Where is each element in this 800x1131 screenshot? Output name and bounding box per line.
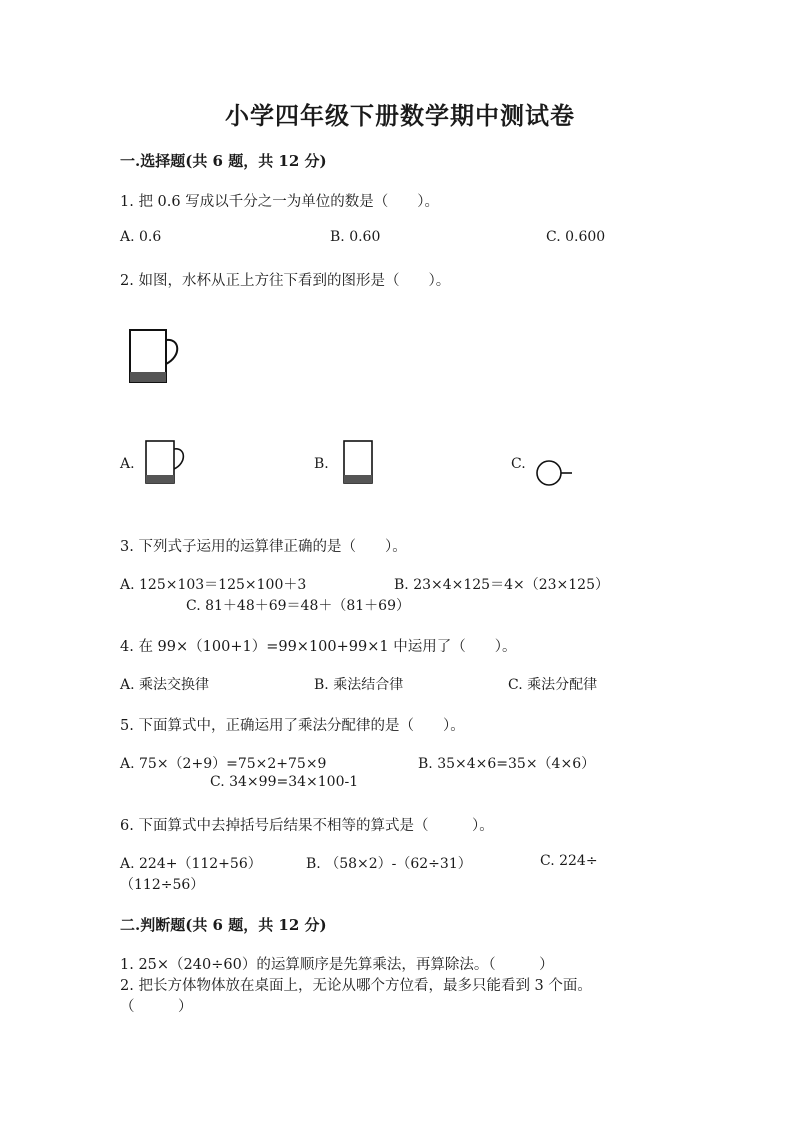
circle-with-handle-icon [534,458,574,488]
section-heading-choice: 一.选择题(共 6 题，共 12 分) [120,152,327,170]
question-2-text: 2. 如图，水杯从正上方往下看到的图形是（ ）。 [120,273,451,289]
question-5-option-a: A. 75×（2+9）=75×2+75×9 [120,756,327,772]
cylinder-icon [342,437,376,487]
question-4-text: 4. 在 99×（100+1）=99×100+99×1 中运用了（ ）。 [120,639,517,655]
question-5-text: 5. 下面算式中，正确运用了乘法分配律的是（ ）。 [120,718,465,734]
question-2-option-a: A. [120,456,135,472]
tf-question-1-text: 1. 25×（240÷60）的运算顺序是先算乘法，再算除法。（ ） [120,957,554,973]
tf-question-2-text: 2. 把长方体物体放在桌面上，无论从哪个方位看，最多只能看到 3 个面。 [120,978,592,994]
section-heading-true-false: 二.判断题(共 6 题，共 12 分) [120,916,327,934]
question-5-option-b: B. 35×4×6=35×（4×6） [418,756,596,772]
question-4-option-c: C. 乘法分配律 [508,677,598,693]
question-6-option-c: C. 224÷ [540,853,598,869]
question-6-option-c-continued: （112÷56） [120,877,205,893]
question-3-option-c: C. 81＋48＋69＝48＋（81＋69） [186,598,410,614]
question-1-option-a: A. 0.6 [120,229,162,245]
mug-side-icon [144,437,188,487]
question-3-option-a: A. 125×103＝125×100＋3 [120,577,307,593]
question-4-option-a: A. 乘法交换律 [120,677,210,693]
question-6-option-b: B. （58×2）-（62÷31） [306,856,472,872]
mug-icon [128,326,184,386]
question-4-option-b: B. 乘法结合律 [314,677,404,693]
question-3-text: 3. 下列式子运用的运算律正确的是（ ）。 [120,539,407,555]
tf-question-2-answer-blank: （ ） [120,999,193,1015]
question-2-option-b: B. [314,456,329,472]
question-1-text: 1. 把 0.6 写成以千分之一为单位的数是（ ）。 [120,194,439,210]
question-3-option-b: B. 23×4×125＝4×（23×125） [394,577,609,593]
question-1-option-b: B. 0.60 [330,229,381,245]
question-6-text: 6. 下面算式中去掉括号后结果不相等的算式是（ ）。 [120,818,494,834]
question-6-option-a: A. 224+（112+56） [120,856,262,872]
question-1-option-c: C. 0.600 [546,229,606,245]
page-title: 小学四年级下册数学期中测试卷 [225,101,575,130]
question-5-option-c: C. 34×99=34×100-1 [210,774,359,790]
question-2-option-c: C. [511,456,526,472]
